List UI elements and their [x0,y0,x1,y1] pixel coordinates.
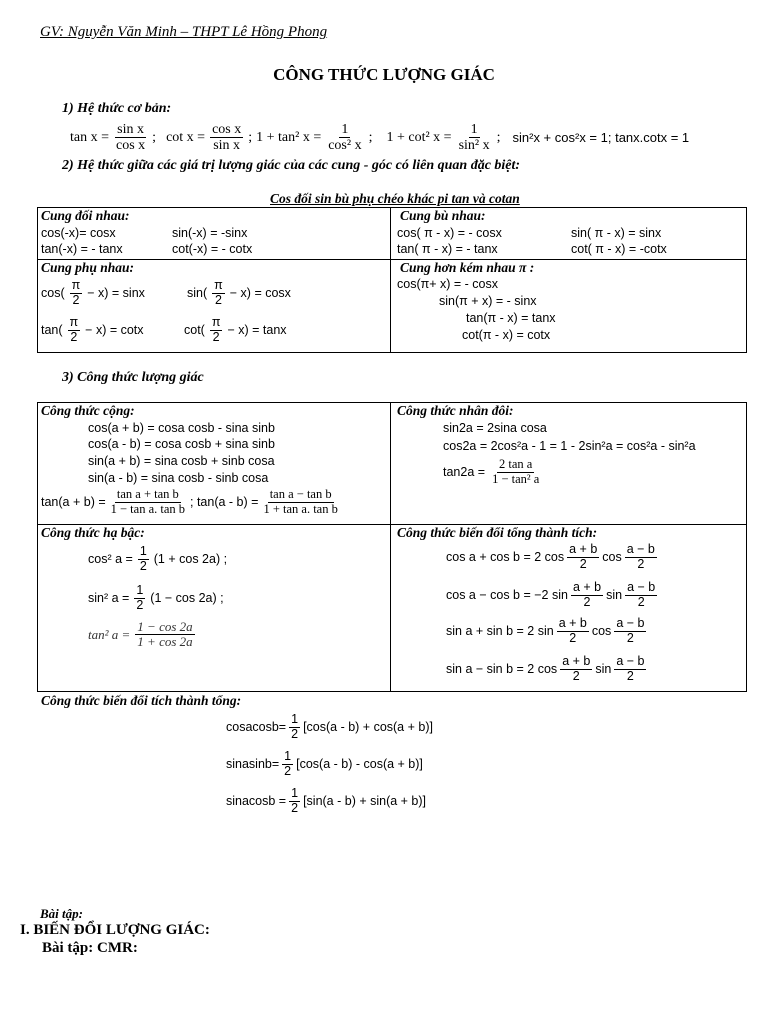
cos-sum-product: cos a + cos b = 2 cos $\frac{a + b}{2}$ cos $\frac{a - b}{2}$ [446,542,655,571]
cos-squared: cos² a = $\frac{1}{2}$ (1 + cos 2a) ; [88,544,228,573]
opposite-cos: cos(-x)= cosx [41,226,116,240]
sum-to-product-title: Công thức biến đổi tổng thành tích: [397,525,598,540]
sin-diff-product: sin a − sin b = 2 cos $\frac{a + b}{2}$ sin $\frac{a - b}{2}$ [446,654,645,683]
opposite-angles-title: Cung đối nhau: [41,208,130,223]
sin-cos-sum: sinacosb = $\frac{1}{2}$ [sin(a - b) + sin(a + b)] [226,786,427,815]
tan-def-lhs: tan x = [70,129,109,145]
page-title: CÔNG THỨC LƯỢNG GIÁC [273,65,495,84]
supp-tan: tan( π - x) = - tanx [397,242,498,256]
tan-def-fraction: $\frac{\text{sin x}}{\text{cos x}}$ [116,122,146,154]
tan-square-fraction: $\frac{1}{\text{cos² x}}$ [328,122,362,154]
sin-sin-sum: sinasinb= $\frac{1}{2}$ [cos(a - b) - cos(a + b)] [226,749,423,778]
tan-squared: tan² a = $\frac{1 - \cos 2a}{1 + \cos 2a}$ [88,619,193,650]
sin-squared: sin² a = $\frac{1}{2}$ (1 − cos 2a) ; [88,583,224,612]
section-1-heading: 1) Hệ thức cơ bản: [62,101,172,116]
cot-def-lhs: cot x = [166,129,206,145]
complementary-cos: cos( $\frac{\pi}{2}$ − x) = sinx [41,278,145,307]
cos-double: cos2a = 2cos²a - 1 = 1 - 2sin²a = cos²a - sin²a [443,439,696,453]
cot-square-fraction: $\frac{1}{\text{sin² x}}$ [458,122,490,154]
section-2-heading: 2) Hệ thức giữa các giá trị lượng giác của các cung - góc có liên quan đặc biệt: [62,158,521,173]
cot-def-fraction: $\frac{\text{cos x}}{\text{sin x}}$ [212,122,242,154]
mnemonic-rule: Cos đối sin bù phụ chéo khác pi tan và cotan [270,191,520,206]
cos-diff: cos(a - b) = cosa cosb + sina sinb [88,437,275,451]
exercise-section-title: I. BIẾN ĐỔI LƯỢNG GIÁC: [20,922,210,938]
complementary-cot: cot( $\frac{\pi}{2}$ − x) = tanx [184,315,287,344]
exercise-label: Bài tập: [40,906,83,921]
pi-cot: cot(π - x) = cotx [462,328,551,342]
opposite-sin: sin(-x) = -sinx [172,226,248,240]
complementary-tan: tan( $\frac{\pi}{2}$ − x) = cotx [41,315,144,344]
sin-diff: sin(a - b) = sina cosb - sinb cosa [88,471,269,485]
supp-sin: sin( π - x) = sinx [571,226,662,240]
product-to-sum-title: Công thức biến đổi tích thành tổng: [41,693,242,708]
double-angle-title: Công thức nhân đôi: [397,403,514,418]
opposite-cot: cot(-x) = - cotx [172,242,253,256]
complementary-angles-title: Cung phụ nhau: [41,260,135,275]
cos-cos-sum: cosacosb= $\frac{1}{2}$ [cos(a - b) + cos(a + b)] [226,712,433,741]
supp-cot: cot( π - x) = -cotx [571,242,667,256]
sin-double: sin2a = 2sina cosa [443,421,547,435]
power-reduction-title: Công thức hạ bậc: [41,525,145,540]
cos-diff-product: cos a − cos b = −2 sin $\frac{a + b}{2}$ sin $\frac{a - b}{2}$ [446,580,656,609]
cos-sum: cos(a + b) = cosa cosb - sina sinb [88,421,275,435]
pi-tan: tan(π - x) = tanx [466,311,556,325]
sin-sum: sin(a + b) = sina cosb + sinb cosa [88,454,275,468]
tan-double: tan2a = $\frac{\text{2 tan a}}{\text{1 − tan² a}}$ [443,457,540,486]
addition-formulas-title: Công thức cộng: [41,403,135,418]
pi-sin: sin(π + x) = - sinx [439,294,537,308]
exercise-prompt: Bài tập: CMR: [42,940,138,956]
supplementary-angles-title: Cung bù nhau: [400,208,486,223]
pi-cos: cos(π+ x) = - cosx [397,277,499,291]
supp-cos: cos( π - x) = - cosx [397,226,502,240]
sin-sum-product: sin a + sin b = 2 sin $\frac{a + b}{2}$ cos $\frac{a - b}{2}$ [446,616,645,645]
basic-identities: tan x = $\frac{\text{sin x}}{\text{cos x}}$ ; cot x = $\frac{\text{cos x}}{\text{sin x}}$ ; 1 + tan² x = $\frac{1}{\text{cos² x}}$ ; 1 + cot² x = $\frac{1}{\text{sin² x}}$ ; sin²x + cos²x = 1; tanx.cotx = 1 [70,122,690,154]
pi-difference-title: Cung hơn kém nhau π : [400,260,535,275]
complementary-sin: sin( $\frac{\pi}{2}$ − x) = cosx [187,278,291,307]
opposite-tan: tan(-x) = - tanx [41,242,123,256]
page-header: GV: Nguyễn Văn Minh – THPT Lê Hồng Phong [40,24,328,40]
pythagorean-identity: sin²x + cos²x = 1; tanx.cotx = 1 [512,130,690,146]
cot-square-lhs: 1 + cot² x = [386,129,452,145]
tan-square-lhs: 1 + tan² x = [256,129,322,145]
tan-sum-diff: tan(a + b) = $\frac{\text{tan a + tan b}}{\text{1 − tan a. tan b}}$ ; tan(a - b) = $\frac{\text{tan a − tan b}}{\text{1 + tan a. tan b}}$ [41,487,338,516]
section-3-heading: 3) Công thức lượng giác [62,370,204,385]
